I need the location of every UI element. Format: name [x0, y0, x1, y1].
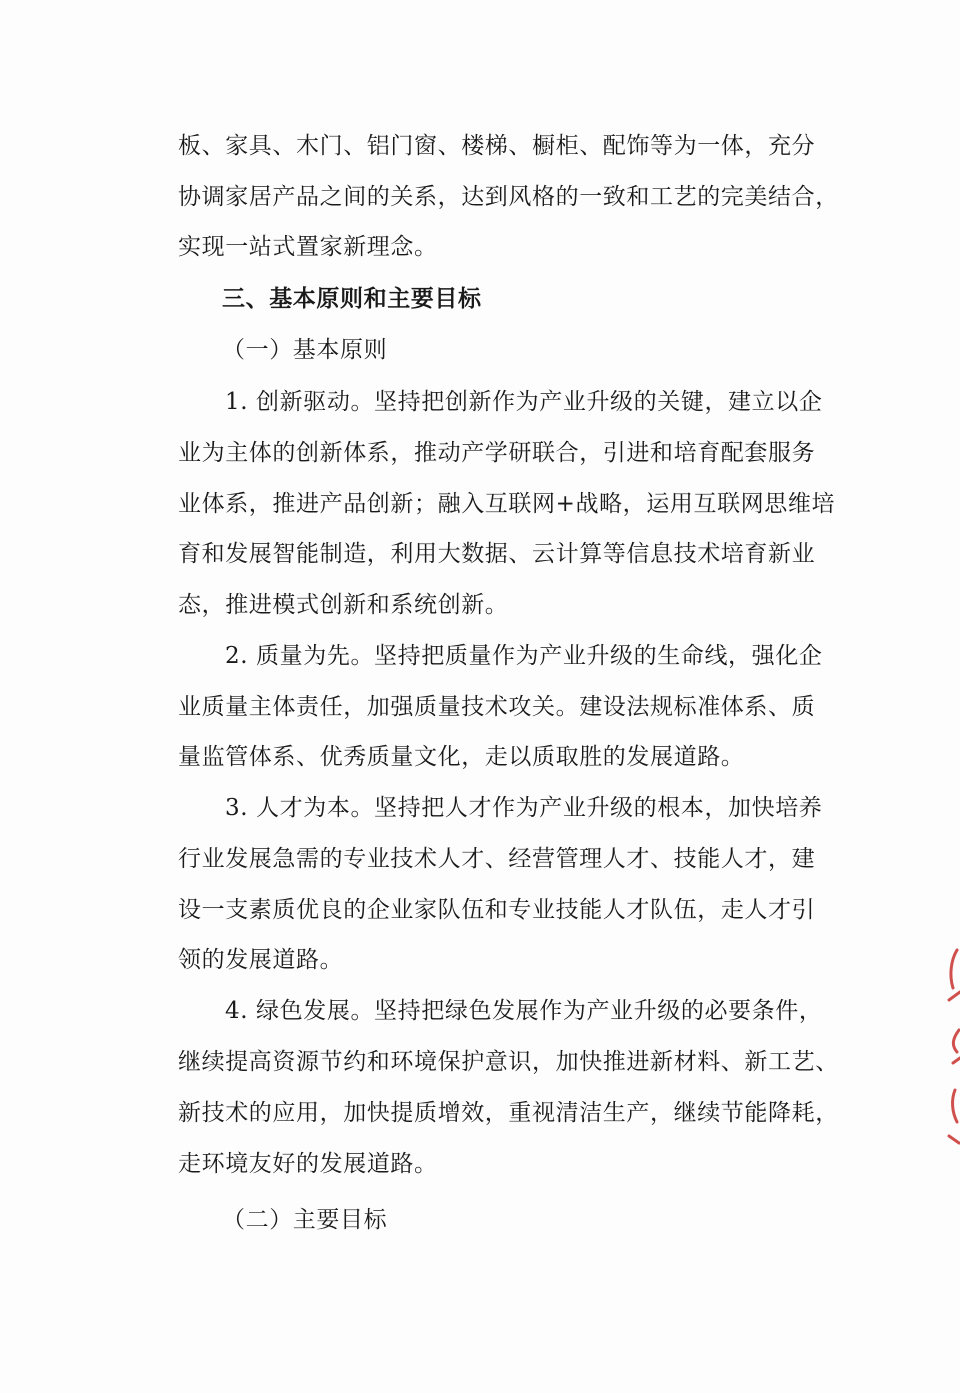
- seal-fragment: [949, 950, 960, 1143]
- paragraph-line: 4. 绿色发展。坚持把绿色发展作为产业升级的必要条件，: [225, 998, 823, 1024]
- paragraph-line: 量监管体系、优秀质量文化，走以质取胜的发展道路。: [178, 744, 745, 770]
- paragraph-line: 行业发展急需的专业技术人才、经营管理人才、技能人才，建: [178, 846, 816, 872]
- subsection-heading: （二）主要目标: [222, 1207, 388, 1233]
- paragraph-line: 协调家居产品之间的关系，达到风格的一致和工艺的完美结合，: [178, 184, 839, 210]
- paragraph-line: 实现一站式置家新理念。: [178, 234, 438, 260]
- paragraph-line: 设一支素质优良的企业家队伍和专业技能人才队伍，走人才引: [178, 897, 816, 923]
- paragraph-line: 3. 人才为本。坚持把人才作为产业升级的根本，加快培养: [225, 795, 823, 821]
- paragraph-line: 走环境友好的发展道路。: [178, 1151, 438, 1177]
- paragraph-line: 新技术的应用，加快提质增效，重视清洁生产，继续节能降耗，: [178, 1100, 839, 1126]
- paragraph-line: 育和发展智能制造，利用大数据、云计算等信息技术培育新业: [178, 541, 816, 567]
- paragraph-line: 1. 创新驱动。坚持把创新作为产业升级的关键，建立以企: [225, 389, 823, 415]
- paragraph-line: 板、家具、木门、铝门窗、楼梯、橱柜、配饰等为一体，充分: [178, 133, 816, 159]
- paragraph-line: 2. 质量为先。坚持把质量作为产业升级的生命线，强化企: [225, 643, 823, 669]
- red-seal-edge: [935, 940, 960, 1150]
- paragraph-line: 态，推进模式创新和系统创新。: [178, 592, 509, 618]
- paragraph-line: 领的发展道路。: [178, 947, 344, 973]
- paragraph-line: 业质量主体责任，加强质量技术攻关。建设法规标准体系、质: [178, 694, 816, 720]
- paragraph-line: 业为主体的创新体系，推动产学研联合，引进和培育配套服务: [178, 440, 816, 466]
- subsection-heading: （一）基本原则: [222, 337, 388, 363]
- paragraph-line: 业体系，推进产品创新；融入互联网+战略，运用互联网思维培: [178, 491, 836, 517]
- section-heading: 三、基本原则和主要目标: [222, 285, 482, 312]
- paragraph-line: 继续提高资源节约和环境保护意识，加快推进新材料、新工艺、: [178, 1049, 839, 1075]
